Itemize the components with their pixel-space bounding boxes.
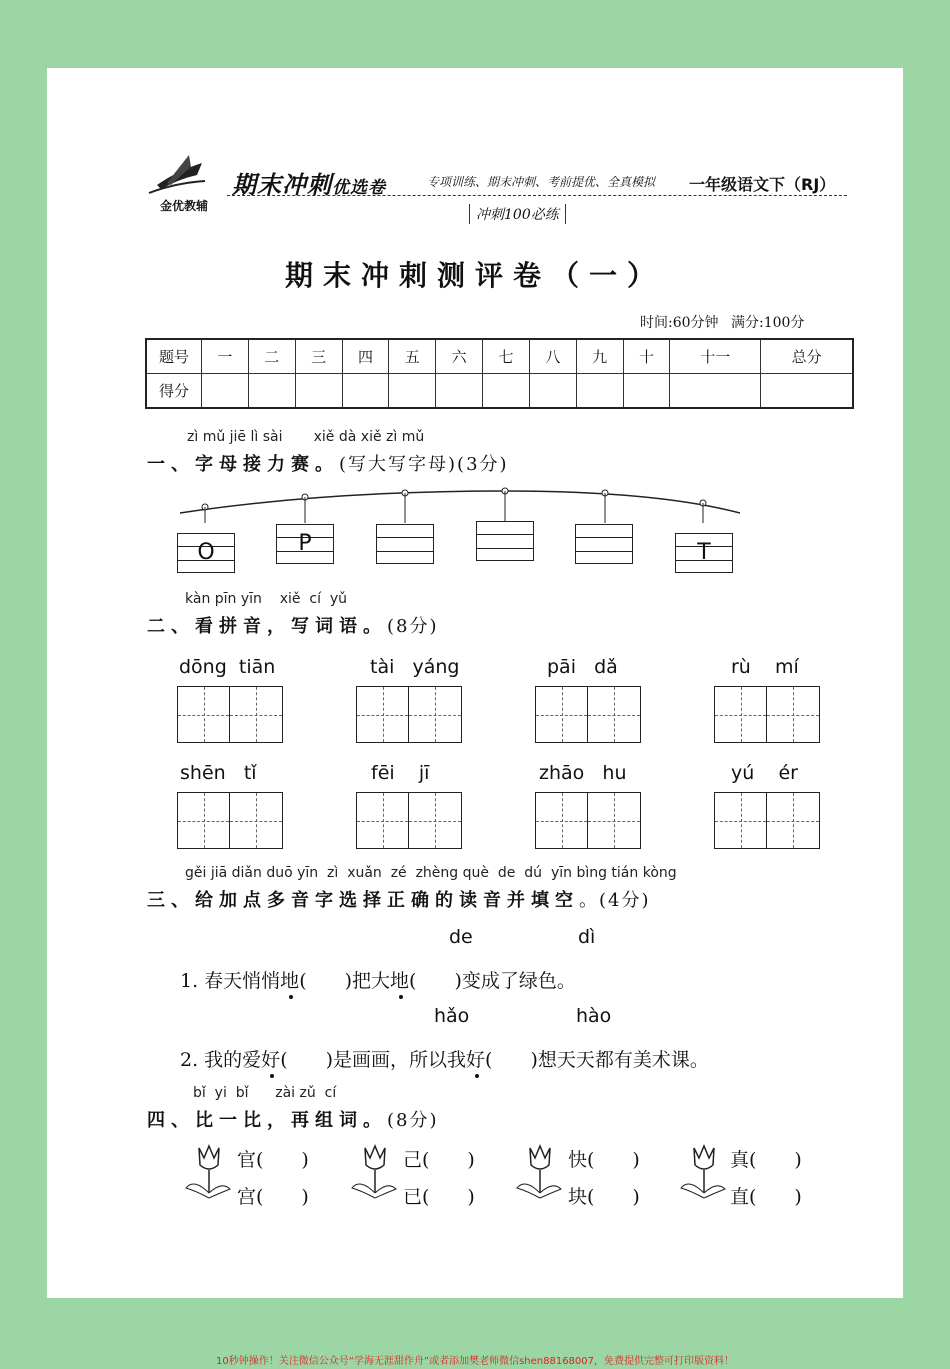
score-col: 总分	[761, 339, 853, 374]
score-table-row-scores	[146, 374, 853, 409]
brand-title: 期末冲刺优选卷	[232, 171, 386, 199]
reading-option: hào	[576, 1005, 612, 1027]
letter-box[interactable]	[476, 521, 534, 561]
writing-grid[interactable]	[535, 686, 641, 743]
grade-label: 一年级语文下（RJ）	[689, 175, 836, 194]
score-col: 八	[529, 339, 576, 374]
score-col: 二	[248, 339, 295, 374]
word-pinyin: tài yáng	[370, 656, 460, 678]
time-score-info: 时间:60分钟 满分:100分	[640, 315, 805, 331]
writing-grid[interactable]	[714, 792, 820, 849]
writing-grid[interactable]	[356, 792, 462, 849]
word-pinyin: shēn tǐ	[180, 762, 257, 784]
compare-char[interactable]: 官( )	[237, 1149, 309, 1171]
score-table	[145, 338, 854, 409]
score-cell[interactable]	[483, 374, 530, 409]
writing-grid[interactable]	[177, 792, 283, 849]
sentence-2: 2. 我的爱好( )是画画，所以我好( )想天天都有美术课。	[180, 1049, 709, 1071]
brand-subtitle: 金优教辅	[160, 199, 209, 213]
writing-grid[interactable]	[356, 686, 462, 743]
relay-rope	[175, 483, 745, 523]
score-cell[interactable]	[389, 374, 436, 409]
score-col: 五	[389, 339, 436, 374]
word-pinyin: rù mí	[731, 656, 799, 678]
tulip-icon	[515, 1143, 565, 1203]
score-col: 三	[295, 339, 342, 374]
compare-char[interactable]: 直( )	[730, 1186, 802, 1208]
word-pinyin: dōng tiān	[179, 656, 276, 678]
footer-notice: 10秒钟操作！关注微信公众号“学海无涯甜作舟”或者添加樊老师微信shen88168007，免费提供完整可打印版资料！	[215, 1356, 735, 1367]
score-cell[interactable]	[576, 374, 623, 409]
score-cell[interactable]	[202, 374, 249, 409]
word-pinyin: pāi dǎ	[547, 656, 618, 678]
compare-char[interactable]: 己( )	[403, 1149, 475, 1171]
score-cell[interactable]	[248, 374, 295, 409]
word-pinyin: zhāo hu	[539, 762, 627, 784]
score-table-row-headers	[146, 339, 853, 374]
compare-char[interactable]: 块( )	[568, 1186, 640, 1208]
q4-heading: 四、比一比，再组词。(8分)	[147, 1110, 439, 1131]
header-divider	[227, 195, 847, 196]
score-col: 四	[342, 339, 389, 374]
exam-sheet	[47, 68, 903, 1298]
score-cell[interactable]	[761, 374, 853, 409]
score-table-label: 得分	[146, 374, 202, 409]
q1-heading: 一、字母接力赛。(写大写字母)(3分)	[147, 454, 509, 475]
score-col: 十	[623, 339, 670, 374]
score-cell[interactable]	[623, 374, 670, 409]
score-col: 六	[436, 339, 483, 374]
letter-box[interactable]	[575, 524, 633, 564]
letter-box[interactable]: P	[276, 524, 334, 564]
q3-heading: 三、给加点多音字选择正确的读音并填空。(4分)	[147, 890, 651, 911]
page-title: 期末冲刺测评卷（一）	[284, 259, 665, 292]
compare-char[interactable]: 宫( )	[237, 1186, 309, 1208]
score-col: 七	[483, 339, 530, 374]
score-cell[interactable]	[436, 374, 483, 409]
letter-box[interactable]: O	[177, 533, 235, 573]
writing-grid[interactable]	[714, 686, 820, 743]
answer-blank[interactable]: ( )把大	[299, 970, 391, 992]
score-col: 九	[576, 339, 623, 374]
writing-grid[interactable]	[535, 792, 641, 849]
score-col: 一	[202, 339, 249, 374]
header-tags: 专项训练、期末冲刺、考前提优、全真模拟	[427, 175, 656, 189]
score-cell[interactable]	[529, 374, 576, 409]
score-cell[interactable]	[295, 374, 342, 409]
tulip-icon	[184, 1143, 234, 1203]
score-col: 十一	[670, 339, 761, 374]
reading-option: de	[449, 926, 473, 948]
reading-option: dì	[578, 926, 596, 948]
score-cell[interactable]	[670, 374, 761, 409]
score-table-label: 题号	[146, 339, 202, 374]
compare-char[interactable]: 快( )	[568, 1149, 640, 1171]
q2-heading: 二、看拼音，写词语。(8分)	[147, 616, 439, 637]
q3-pinyin: gěi jiā diǎn duō yīn zì xuǎn zé zhèng què de dú yīn bìng tián kòng	[185, 865, 677, 881]
q4-pinyin: bǐ yi bǐ zài zǔ cí	[193, 1085, 337, 1101]
answer-blank[interactable]: ( )想天天都有美术课。	[485, 1049, 709, 1071]
compare-char[interactable]: 真( )	[730, 1149, 802, 1171]
reading-option: hǎo	[434, 1005, 470, 1027]
tulip-icon	[350, 1143, 400, 1203]
word-pinyin: yú ér	[731, 762, 798, 784]
score-cell[interactable]	[342, 374, 389, 409]
word-pinyin: fēi jī	[371, 762, 430, 784]
q2-pinyin: kàn pīn yīn xiě cí yǔ	[185, 591, 348, 607]
q1-pinyin: zì mǔ jiē lì sài xiě dà xiě zì mǔ	[187, 429, 425, 445]
sentence-1: 1. 春天悄悄地( )把大地( )变成了绿色。	[180, 970, 576, 992]
answer-blank[interactable]: ( )变成了绿色。	[409, 970, 576, 992]
answer-blank[interactable]: ( )是画画，所以我	[280, 1049, 467, 1071]
compare-char[interactable]: 已( )	[403, 1186, 475, 1208]
letter-box[interactable]: T	[675, 533, 733, 573]
book-logo-icon	[147, 153, 207, 198]
tulip-icon	[679, 1143, 729, 1203]
letter-box[interactable]	[376, 524, 434, 564]
sprint-label: 冲刺100必练	[469, 204, 566, 224]
writing-grid[interactable]	[177, 686, 283, 743]
